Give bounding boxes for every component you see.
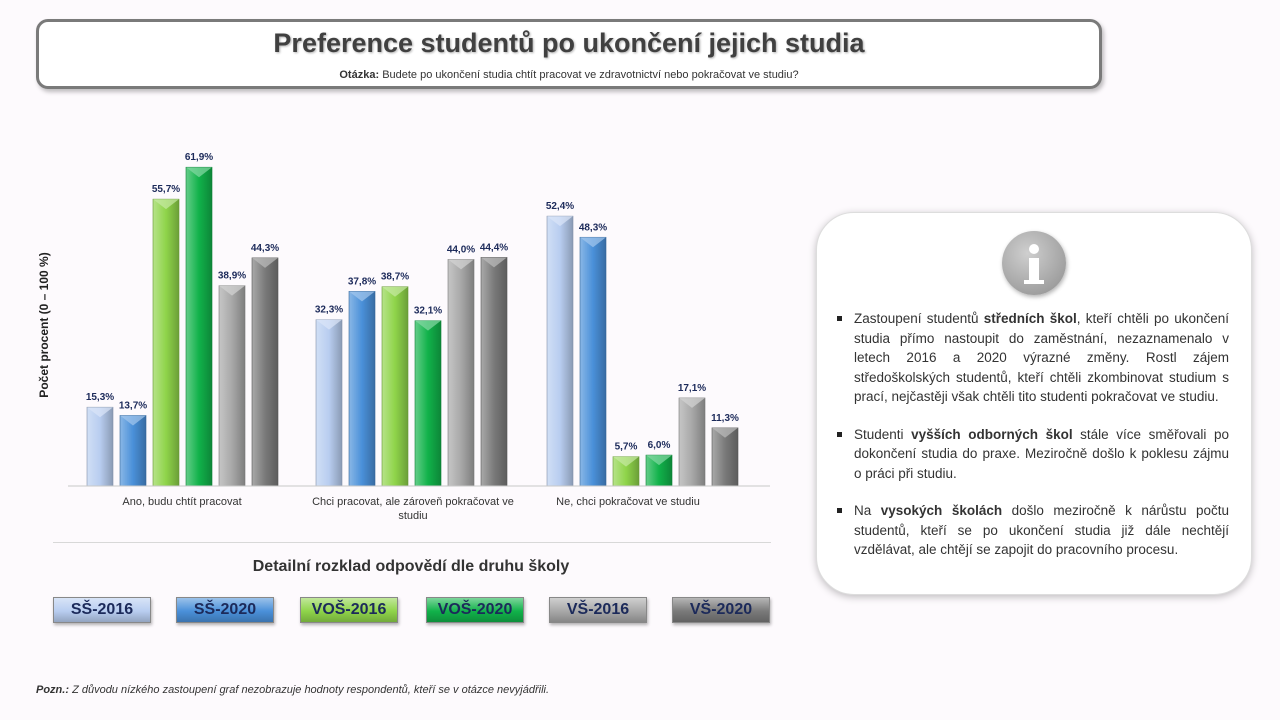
bar-chart [0, 0, 800, 540]
info-list [837, 309, 1229, 578]
bar-sš-2016-cat1 [87, 407, 113, 486]
info-icon [1002, 231, 1066, 295]
info-bullet-higher-vocational: Studenti vyšších odborných škol stále více směřovali po dokončení studia do praxe. Meziročně došlo k poklesu zájmu o práci při studiu. [837, 425, 1229, 484]
bar-vš-2016-cat2 [448, 259, 474, 486]
divider [53, 542, 771, 543]
bar-sš-2020-cat1 [120, 415, 146, 486]
bar-vš-2020-cat2 [481, 257, 507, 486]
bar-voš-2020-cat2 [415, 321, 441, 486]
bar-vš-2020-cat1 [252, 258, 278, 486]
data-label: 48,3% [578, 222, 608, 234]
data-label: 38,7% [380, 271, 410, 283]
bar-sš-2016-cat3 [547, 216, 573, 486]
y-axis-label: Počet procent (0 – 100 %) [37, 252, 51, 398]
data-label: 44,0% [446, 244, 476, 256]
data-label: 6,0% [647, 440, 671, 452]
data-label: 37,8% [347, 276, 377, 288]
legend-item-sš-2020: SŠ-2020 [176, 597, 274, 623]
bar-voš-2016-cat1 [153, 199, 179, 486]
bar-voš-2020-cat1 [186, 167, 212, 486]
data-label: 52,4% [545, 201, 575, 213]
footnote-text: Z důvodu nízkého zastoupení graf nezobrazuje hodnoty respondentů, kteří se v otázce nevyjádřili. [72, 684, 550, 696]
legend-item-vš-2016: VŠ-2016 [549, 597, 647, 623]
info-panel [816, 212, 1252, 595]
page-title: Preference studentů po ukončení jejich studia [273, 28, 865, 58]
legend-item-voš-2016: VOŠ-2016 [300, 597, 398, 623]
data-label: 17,1% [677, 382, 707, 394]
data-label: 38,9% [217, 270, 247, 282]
bar-sš-2016-cat2 [316, 320, 342, 486]
x-tick-label: Chci pracovat, ale zároveň pokračovat ve studiu [312, 496, 514, 522]
info-bullet-universities: Na vysokých školách došlo meziročně k nárůstu počtu studentů, kteří se po ukončení studia již dále nechtějí vzdělávat, ale chtějí se zapojit do pracovního procesu. [837, 501, 1229, 560]
bar-vš-2016-cat3 [679, 398, 705, 486]
data-label: 32,1% [413, 305, 443, 317]
legend-item-voš-2020: VOŠ-2020 [426, 597, 524, 623]
x-tick-label: Ano, budu chtít pracovat [122, 496, 242, 508]
legend-item-vš-2020: VŠ-2020 [672, 597, 770, 623]
data-label: 44,3% [250, 242, 280, 254]
question-text: Budete po ukončení studia chtít pracovat ve zdravotnictví nebo pokračovat ve studiu? [382, 69, 799, 81]
data-label: 11,3% [711, 412, 739, 424]
bar-sš-2020-cat2 [349, 291, 375, 486]
legend-item-sš-2016: SŠ-2016 [53, 597, 151, 623]
bars-layer [86, 152, 739, 522]
data-label: 15,3% [85, 392, 115, 404]
question-label: Otázka: [339, 69, 380, 81]
data-label: 61,9% [184, 152, 214, 164]
bar-voš-2016-cat2 [382, 287, 408, 486]
x-tick-label: Ne, chci pokračovat ve studiu [556, 496, 700, 508]
data-label: 13,7% [118, 400, 148, 412]
data-label: 5,7% [614, 441, 638, 453]
footnote [36, 684, 549, 696]
bar-sš-2020-cat3 [580, 237, 606, 486]
data-label: 32,3% [314, 304, 344, 316]
bar-vš-2016-cat1 [219, 286, 245, 486]
info-bullet-secondary-schools: Zastoupení studentů středních škol, kteří chtěli po ukončení studia přímo nastoupit do zaměstnání, nezaznamenalo v letech 2016 a 2020 výrazné změny. Rostl zájem středoškolských studentů, kteří chtěli zkombinovat studium s prací, nejčastěji však chtěli tito studenti pokračovat ve studiu. [837, 309, 1229, 407]
legend-title: Detailní rozklad odpovědí dle druhu školy [252, 558, 570, 575]
data-label: 44,4% [479, 242, 509, 254]
data-label: 55,7% [151, 184, 181, 196]
footnote-label: Pozn.: [36, 684, 69, 696]
